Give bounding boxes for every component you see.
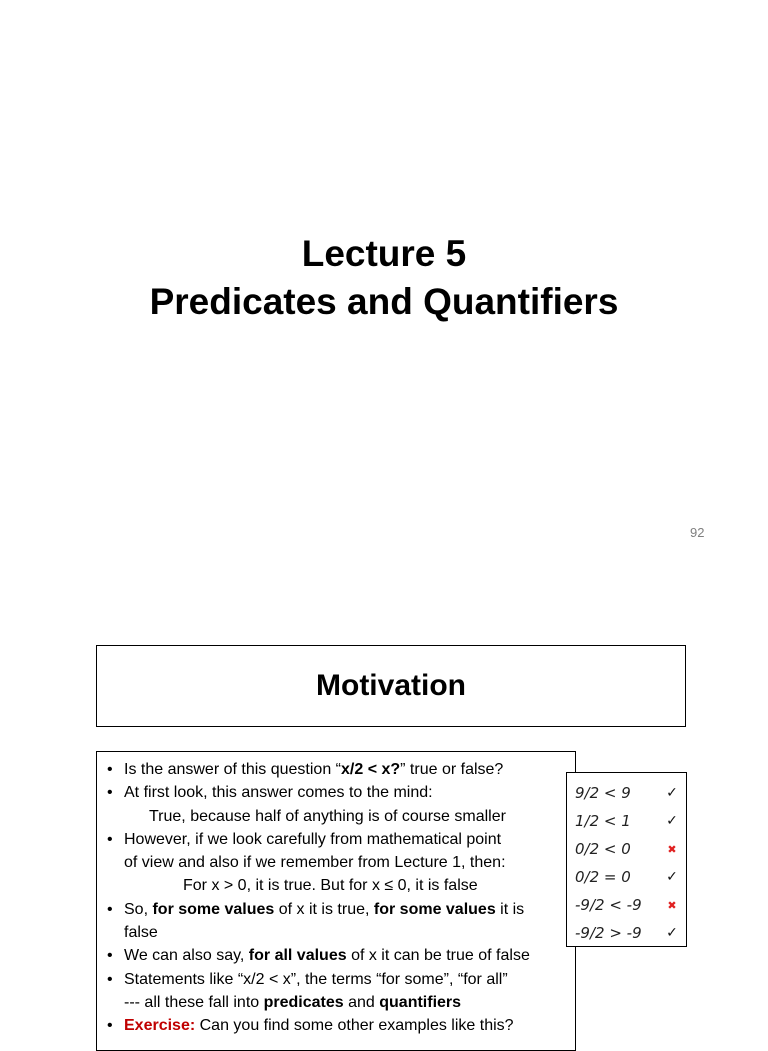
example-expression: 0/2 < 0 (575, 840, 631, 858)
bullet-however: • However, if we look carefully from mathematical point (105, 828, 575, 851)
lecture-number: Lecture 5 (301, 233, 467, 274)
lecture-title (0, 230, 768, 326)
example-expression: 1/2 < 1 (575, 812, 631, 830)
example-row (575, 807, 680, 835)
bullet-statements: • Statements like “x/2 < x”, the terms “for some”, “for all” (105, 968, 575, 991)
bullet-some-values-cont: false (124, 924, 158, 942)
cross-icon: ✖ (667, 898, 677, 912)
check-icon: ✓ (666, 813, 678, 829)
bullet-question: • Is the answer of this question “x/2 < x?” true or false? (105, 758, 575, 781)
bullet-exercise: • Exercise: Can you find some other examples like this? (105, 1014, 575, 1037)
check-icon: ✓ (666, 925, 678, 941)
check-icon: ✓ (666, 869, 678, 885)
cross-icon: ✖ (667, 842, 677, 856)
example-expression: -9/2 < -9 (575, 896, 642, 914)
example-expression: 0/2 = 0 (575, 868, 631, 886)
lecture-topic: Predicates and Quantifiers (149, 281, 619, 322)
example-row (575, 919, 680, 947)
bullet-however-answer: For x > 0, it is true. But for x ≤ 0, it is false (183, 877, 478, 895)
bullet-list (105, 758, 575, 1038)
example-row (575, 835, 680, 863)
bullet-first-look-answer: True, because half of anything is of course smaller (149, 807, 506, 825)
check-icon: ✓ (666, 785, 678, 801)
bullet-statements-cont: --- all these fall into predicates and quantifiers (124, 993, 462, 1011)
example-expression: -9/2 > -9 (575, 924, 642, 942)
bullet-list-box (96, 751, 576, 1051)
page-number: 92 (690, 525, 705, 540)
examples-box (566, 772, 687, 947)
bullet-first-look: • At first look, this answer comes to the mind: (105, 781, 575, 804)
example-row (575, 863, 680, 891)
example-expression: 9/2 < 9 (575, 784, 631, 802)
slide-title-box (96, 645, 686, 727)
slide-title: Motivation (316, 669, 466, 702)
example-row (575, 779, 680, 807)
bullet-some-values: • So, for some values of x it is true, for some values it is (105, 898, 575, 921)
bullet-all-values: • We can also say, for all values of x it can be true of false (105, 944, 575, 967)
bullet-however-cont: of view and also if we remember from Lecture 1, then: (124, 854, 506, 872)
example-row (575, 891, 680, 919)
